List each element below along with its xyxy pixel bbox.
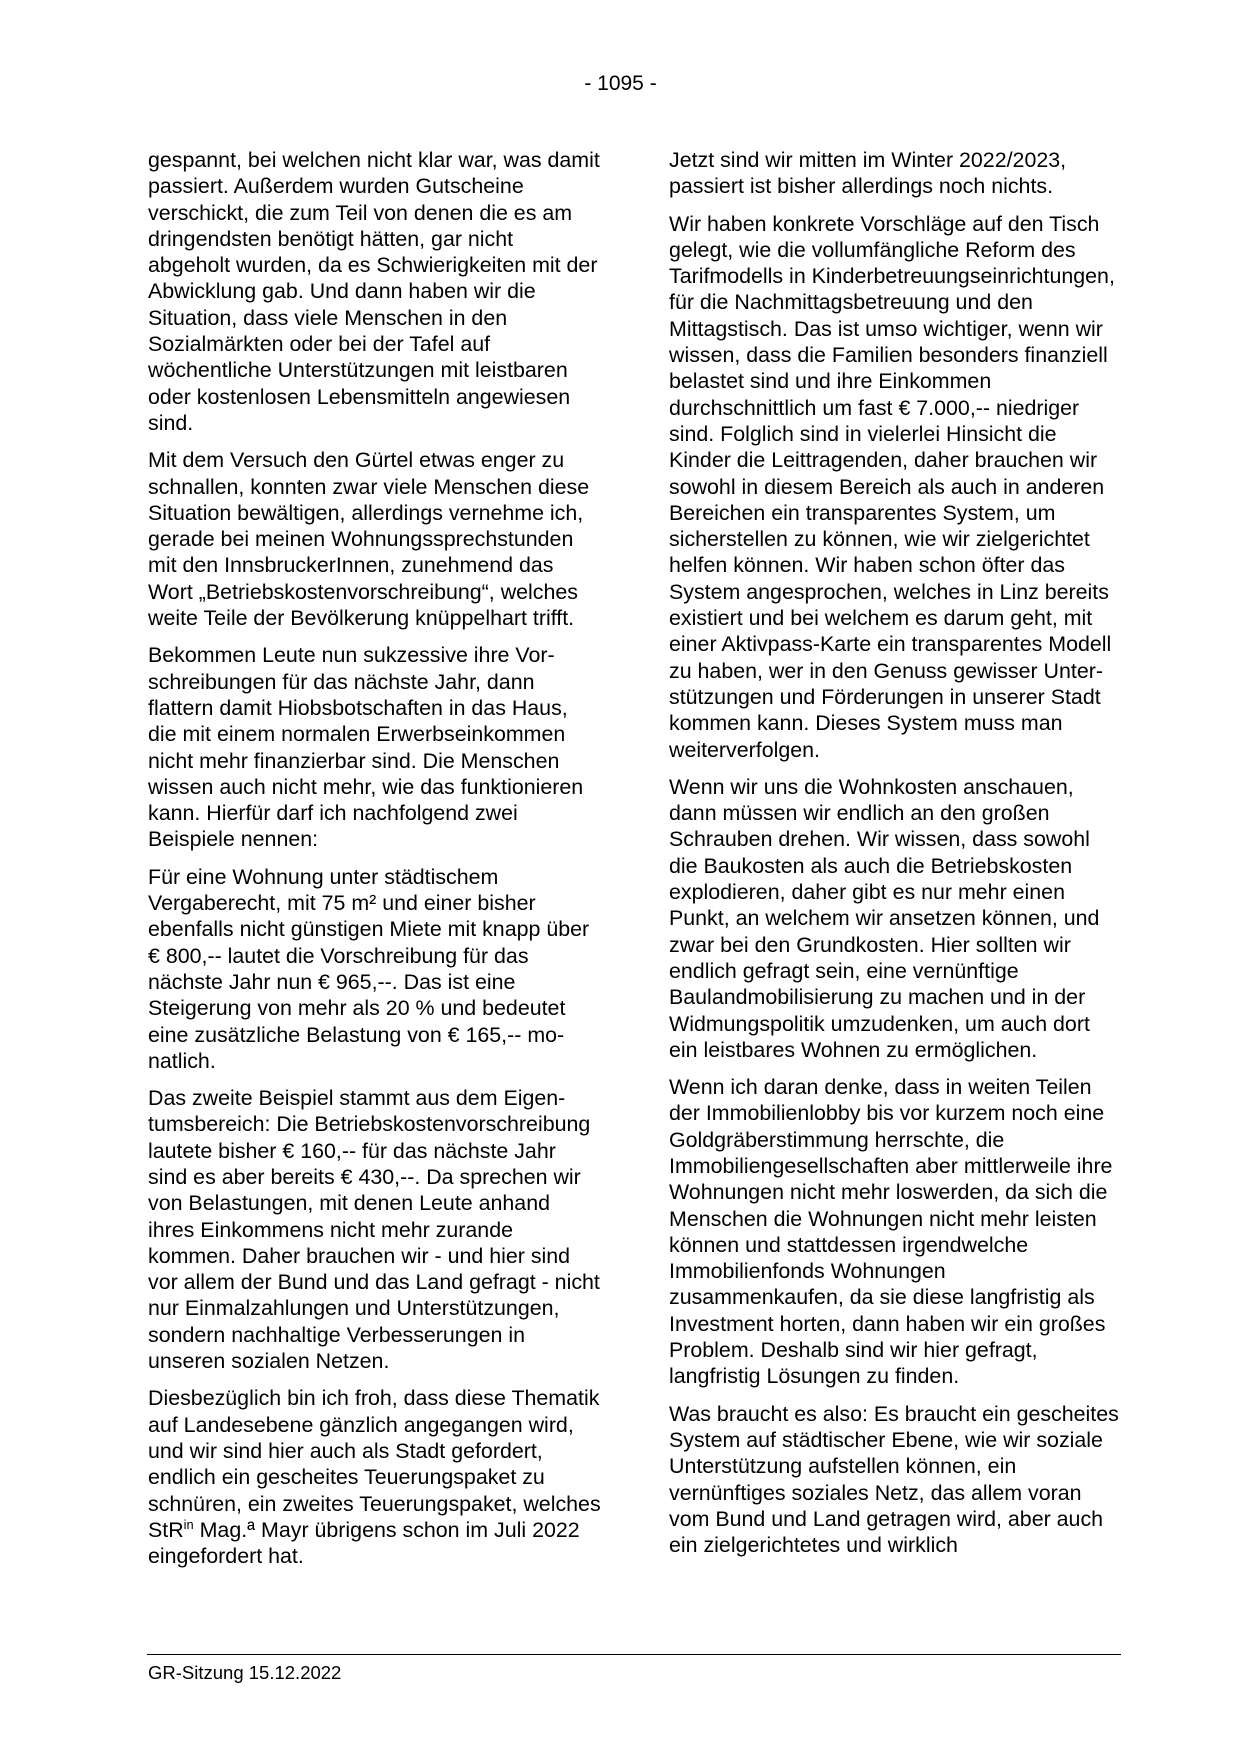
paragraph-text: Diesbezüglich bin ich froh, dass diese Thematik auf Landesebene gänzlich angegangen wird, und wir sind hier auch als Stadt gefordert, endlich ein gescheites Teuerungspaket zu schnüren, ein zweites Teuerungspaket, welches StR: [148, 1386, 601, 1542]
paragraph: Wenn wir uns die Wohnkosten anschauen, dann müssen wir endlich an den großen Schrauben drehen. Wir wissen, dass sowohl die Baukosten als auch die Betriebskosten explodieren, daher gibt es nur mehr einen Punkt, an welchem wir ansetzen können, und zwar bei den Grundkosten. Hier sollten wir endlich gefragt sein, eine vernünftige Baulandmobilisierung zu machen und in der Widmungspolitik umzudenken, um auch dort ein leistbares Wohnen zu ermöglichen.: [669, 774, 1100, 1062]
footer-label: GR-Sitzung 15.12.2022: [148, 1662, 342, 1683]
paragraph: Jetzt sind wir mitten im Winter 2022/2023, passiert ist bisher allerdings noch nichts.: [669, 148, 1067, 199]
left-column: [148, 147, 601, 1580]
paragraph: [148, 1385, 601, 1569]
paragraph: Wenn ich daran denke, dass in weiten Teilen der Immobilienlobby bis vor kurzem noch eine Goldgräberstimmung herrschte, die Immobiliengesellschaften aber mittlerweile ihre Wohnungen nicht mehr loswerden, da sich die Menschen die Wohnungen nicht mehr leisten können und stattdessen irgendwelche Immobilienfonds Wohnungen zusammenkaufen, da sie diese langfristig als Investment horten, dann haben wir ein großes Problem. Deshalb sind wir hier gefragt, langfristig Lösungen zu finden.: [669, 1075, 1113, 1389]
paragraph: gespannt, bei welchen nicht klar war, was damit passiert. Außerdem wurden Gutscheine verschickt, die zum Teil von denen die es am dringendsten benötigt hätten, gar nicht abgeholt wurden, da es Schwierigkeiten mit der Abwicklung gab. Und dann haben wir die Situation, dass viele Menschen in den Sozialmärkten oder bei der Tafel auf wöchentliche Unterstützungen mit leistbaren oder kostenlosen Lebensmitteln angewiesen sind.: [148, 148, 600, 435]
superscript: in: [183, 1516, 194, 1532]
paragraph: Mit dem Versuch den Gürtel etwas enger zu schnallen, konnten zwar viele Menschen diese Situation bewältigen, allerdings vernehme ich, gerade bei meinen Wohnungssprechstunden mit den InnsbruckerInnen, zunehmend das Wort „Betriebskostenvorschreibung“, welches weite Teile der Bevölkerung knüppelhart trifft.: [148, 448, 590, 631]
paragraph-text: Mag.ª Mayr übrigens schon im Juli 2022 eingefordert hat.: [148, 1517, 580, 1569]
paragraph: Bekommen Leute nun sukzessive ihre Vorschreibungen für das nächste Jahr, dann flattern damit Hiobsbotschaften in das Haus, die mit einem normalen Erwerbseinkommen nicht mehr finanzierbar sind. Die Menschen wissen auch nicht mehr, wie das funktionieren kann. Hierfür darf ich nachfolgend zwei Beispiele nennen:: [148, 643, 584, 852]
right-column: [669, 147, 1122, 1569]
page-number: - 1095 -: [584, 72, 657, 95]
paragraph: Für eine Wohnung unter städtischem Vergaberecht, mit 75 m² und einer bisher ebenfalls nicht günstigen Miete mit knapp über € 800,-- lautet die Vorschreibung für das nächste Jahr nun € 965,--. Das ist eine Steigerung von mehr als 20 % und bedeutet eine zusätzliche Belastung von € 165,-- monatlich.: [148, 864, 590, 1073]
paragraph: Das zweite Beispiel stammt aus dem Eigentumsbereich: Die Betriebskostenvorschreibung lautete bisher € 160,-- für das nächste Jahr sind es aber bereits € 430,--. Da sprechen wir von Belastungen, mit denen Leute anhand ihres Einkommens nicht mehr zurande kommen. Daher brauchen wir - und hier sind vor allem der Bund und das Land gefragt - nicht nur Einmalzahlungen und Unterstützungen, sondern nachhaltige Verbesserungen in unseren sozialen Netzen.: [148, 1086, 600, 1374]
paragraph: Wir haben konkrete Vorschläge auf den Tisch gelegt, wie die vollumfängliche Reform des Tarifmodells in Kinderbetreuungseinrichtungen, für die Nachmittagsbetreuung und den Mittagstisch. Das ist umso wichtiger, wenn wir wissen, dass die Familien besonders finanziell belastet sind und ihre Einkommen durchschnittlich um fast € 7.000,-- niedriger sind. Folglich sind in vielerlei Hinsicht die Kinder die Leittragenden, daher brauchen wir sowohl in diesem Bereich als auch in anderen Bereichen ein transparentes System, um sicherstellen zu können, wie wir zielgerichtet helfen können. Wir haben schon öfter das System angesprochen, welches in Linz bereits existiert und bei welchem es darum geht, mit einer Aktivpass-Karte ein transparentes Modell zu haben, wer in den Genuss gewisser Unterstützungen und Förderungen in unserer Stadt kommen kann. Dieses System muss man weiterverfolgen.: [669, 211, 1115, 762]
footer-divider: [147, 1654, 1121, 1655]
paragraph: Was braucht es also: Es braucht ein gescheites System auf städtischer Ebene, wie wir soziale Unterstützung aufstellen können, ein vernünftiges soziales Netz, das allem voran vom Bund und Land getragen wird, aber auch ein zielgerichtetes und wirklich: [669, 1401, 1119, 1558]
